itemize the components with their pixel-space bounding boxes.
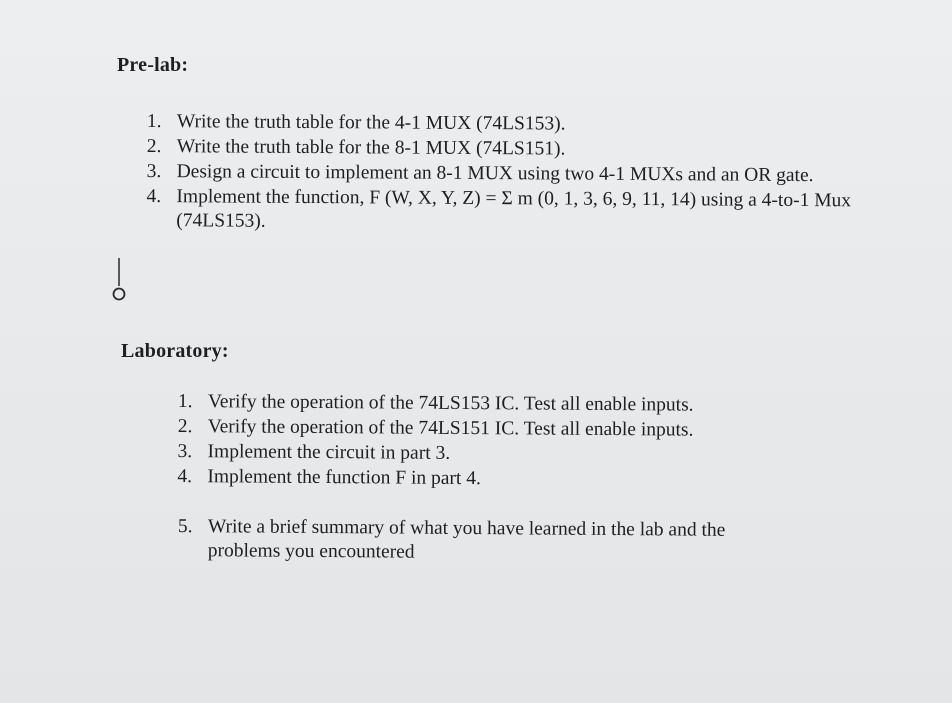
prelab-item [147, 160, 867, 188]
item-text: Implement the function, F (W, X, Y, Z) = Σ m (0, 1, 3, 6, 9, 11, 14) using a 4-to-1 Mux (74LS153). [176, 186, 852, 232]
item-text: Implement the circuit in part 3. [207, 441, 451, 464]
item-text: Design a circuit to implement an 8-1 MUX using two 4-1 MUXs and an OR gate. [176, 161, 814, 187]
item-text: Write the truth table for the 8-1 MUX (74LS151). [176, 136, 566, 160]
prelab-item [146, 185, 866, 237]
item-text: Write a brief summary of what you have learned in the lab and the problems you encountered [207, 516, 726, 563]
laboratory-heading: Laboratory: [121, 340, 229, 362]
prelab-item [147, 110, 867, 138]
item-number: 5. [177, 516, 193, 538]
item-number: 2. [177, 415, 193, 438]
item-number: 3. [146, 160, 162, 183]
laboratory-item [178, 415, 778, 443]
item-number: 3. [177, 440, 193, 463]
laboratory-item [178, 390, 778, 418]
item-text: Implement the function F in part 4. [207, 466, 481, 490]
laboratory-item [177, 465, 777, 493]
item-text: Write the truth table for the 4-1 MUX (74LS153). [176, 111, 566, 135]
item-text: Verify the operation of the 74LS153 IC. Test all enable inputs. [207, 391, 694, 416]
laboratory-item [177, 440, 777, 468]
item-number: 2. [146, 135, 162, 158]
item-number: 1. [146, 110, 162, 133]
item-number: 4. [146, 185, 162, 208]
item-text: Verify the operation of the 74LS151 IC. Test all enable inputs. [207, 416, 694, 441]
prelab-item [147, 135, 867, 163]
laboratory-item [178, 515, 798, 567]
item-number: 4. [177, 465, 193, 488]
item-number: 1. [177, 390, 193, 413]
laboratory-list [177, 390, 778, 494]
prelab-list [146, 110, 867, 238]
laboratory-summary-list [178, 515, 798, 567]
prelab-heading: Pre-lab: [117, 54, 189, 76]
margin-pin-icon [112, 258, 126, 304]
